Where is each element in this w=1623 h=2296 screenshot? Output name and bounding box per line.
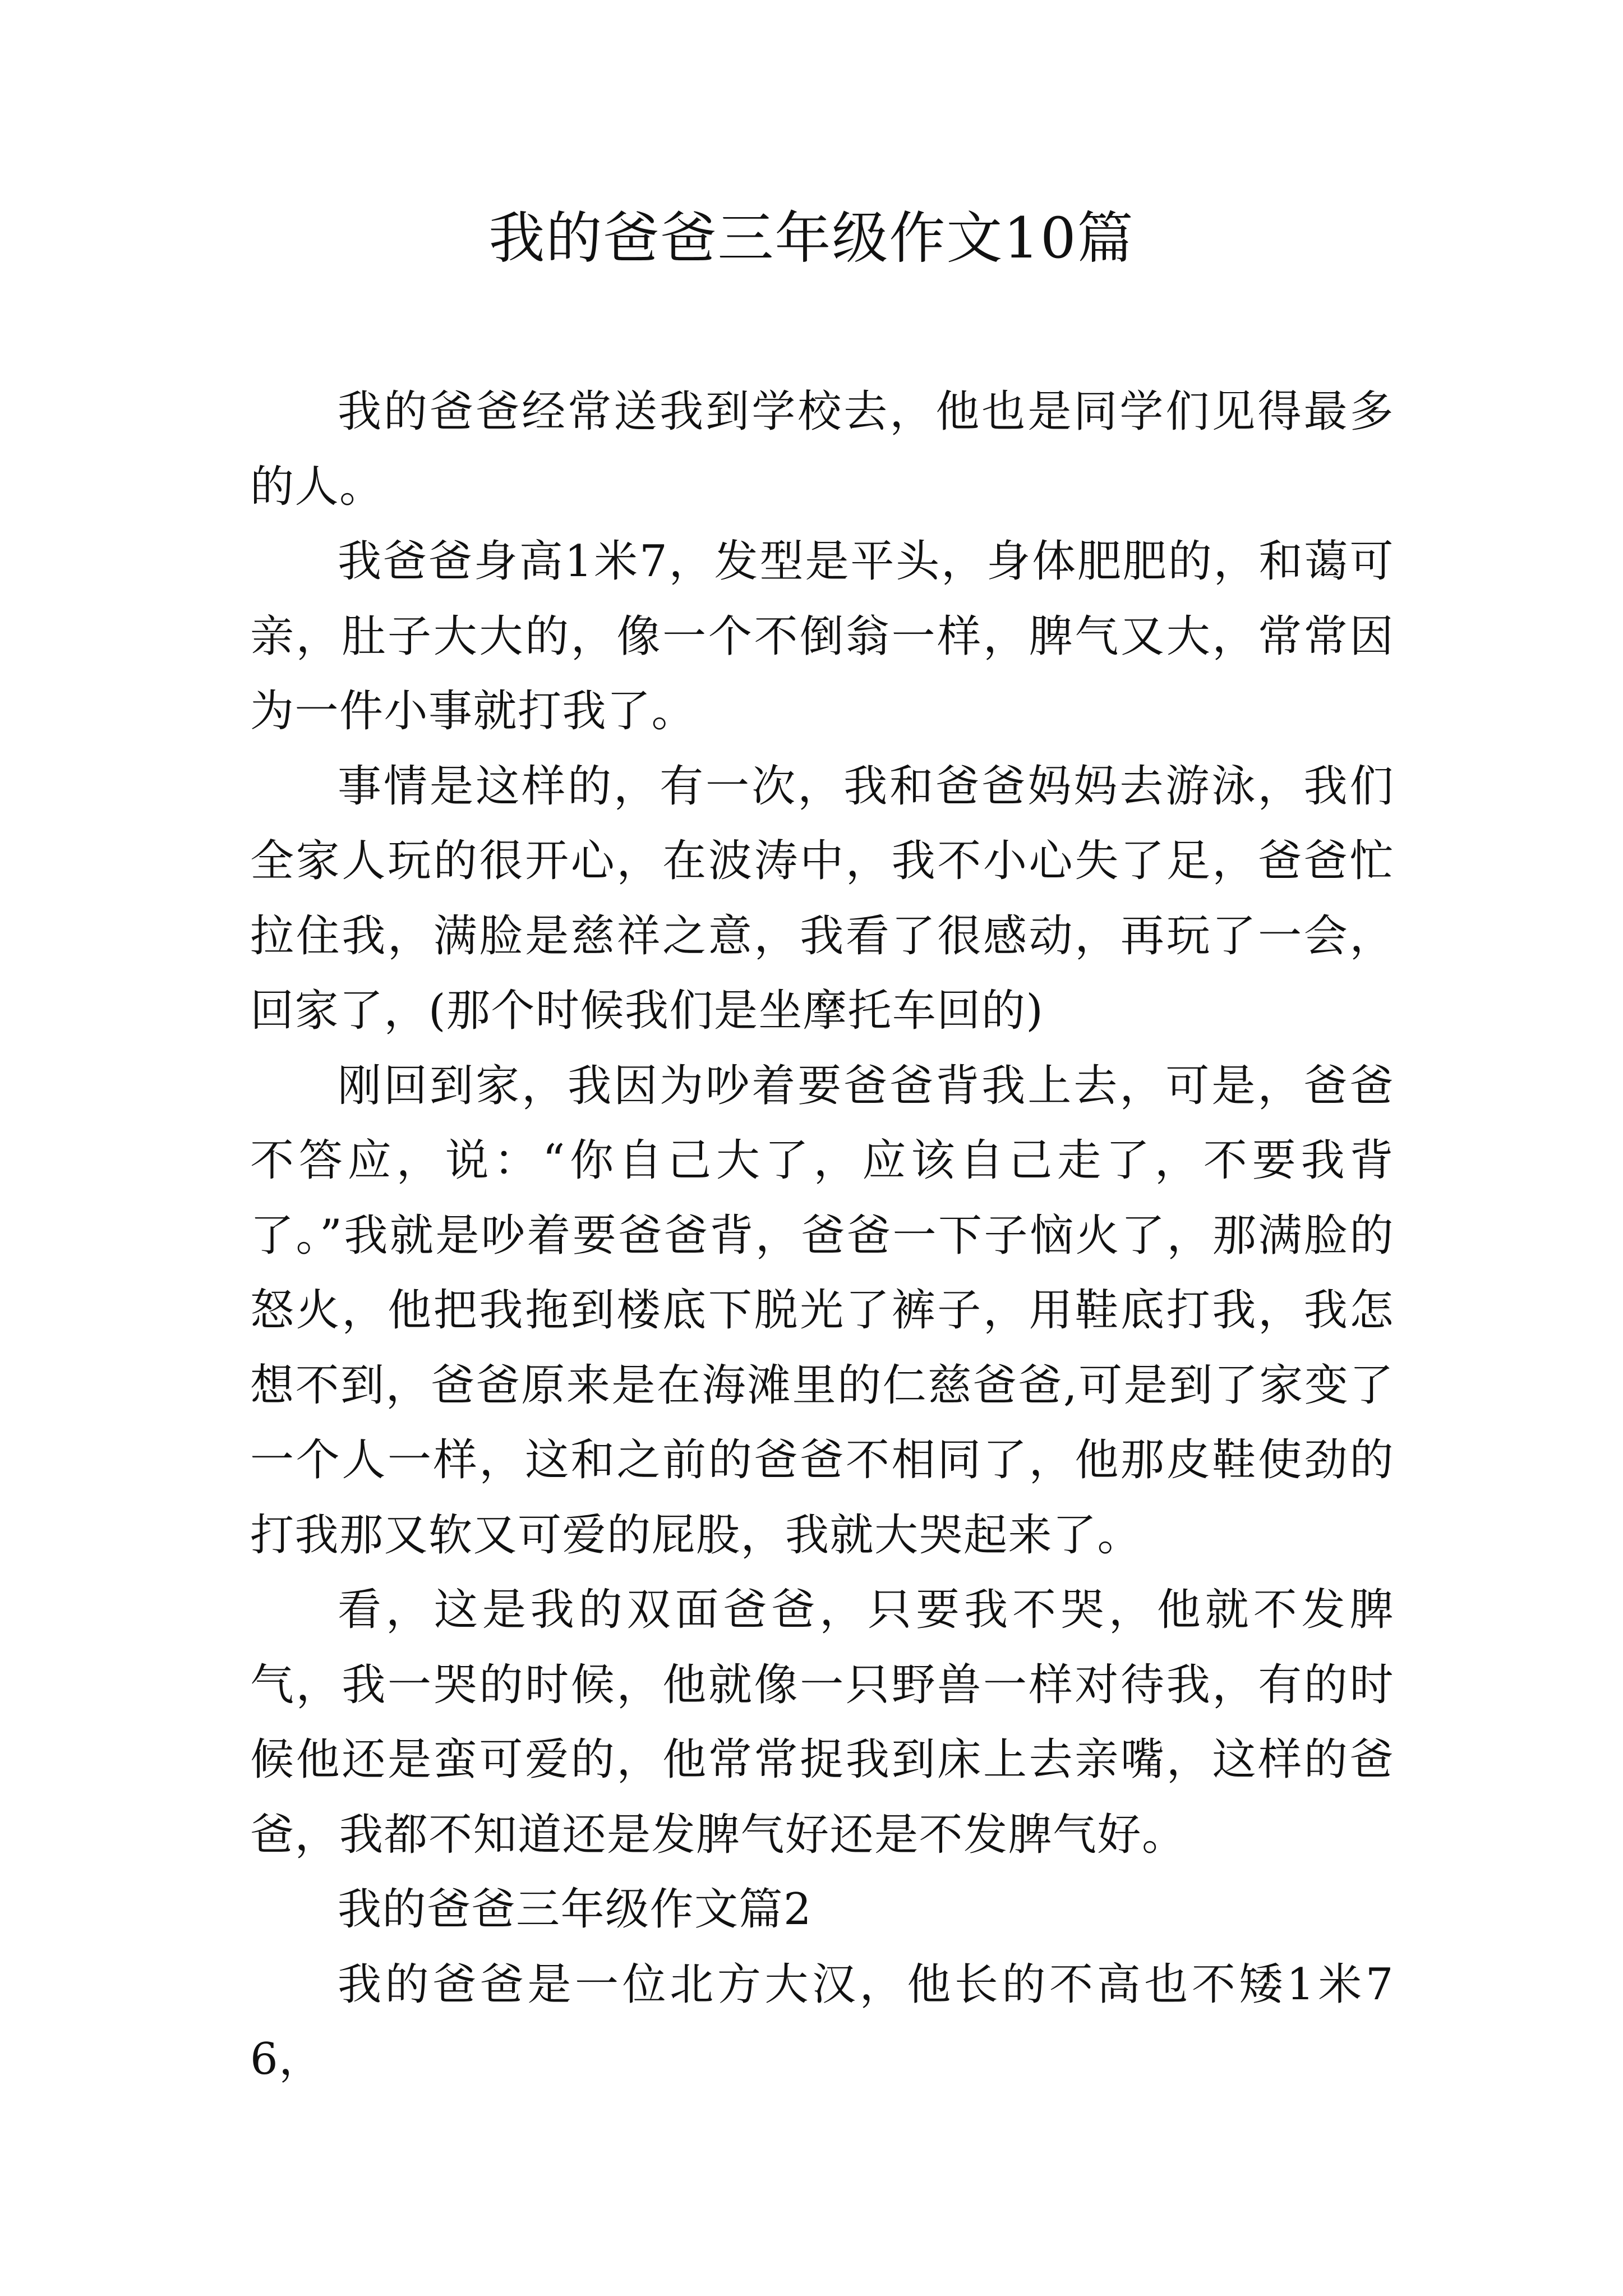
document-body: [250, 375, 1394, 2097]
paragraph-5: 看，这是我的双面爸爸，只要我不哭，他就不发脾气，我一哭的时候，他就像一只野兽一样对待我，有的时候他还是蛮可爱的，他常常捉我到床上去亲嘴，这样的爸爸，我都不知道还是发脾气好还是不发脾气好。: [250, 1585, 1394, 1860]
paragraph-2: 我爸爸身高1米7，发型是平头，身体肥肥的，和蔼可亲，肚子大大的，像一个不倒翁一样，脾气又大，常常因为一件小事就打我了。: [250, 536, 1394, 737]
section-heading-2: 我的爸爸三年级作文篇2: [338, 1884, 813, 1935]
paragraph-6: 我的爸爸是一位北方大汉，他长的不高也不矮1米76，: [250, 1959, 1394, 2085]
paragraph-1: 我的爸爸经常送我到学校去，他也是同学们见得最多的人。: [250, 386, 1394, 512]
paragraph-3: 事情是这样的，有一次，我和爸爸妈妈去游泳，我们全家人玩的很开心，在波涛中，我不小心失了足，爸爸忙拉住我，满脸是慈祥之意，我看了很感动，再玩了一会，回家了，(那个时候我们是坐摩托车回的): [250, 761, 1394, 1036]
document-title: 我的爸爸三年级作文10篇: [488, 205, 1135, 271]
paragraph-4: 刚回到家，我因为吵着要爸爸背我上去，可是，爸爸不答应，说：“你自己大了，应该自己走了，不要我背了。”我就是吵着要爸爸背，爸爸一下子恼火了，那满脸的怒火，他把我拖到楼底下脱光了裤子，用鞋底打我，我怎想不到，爸爸原来是在海滩里的仁慈爸爸,可是到了家变了一个人一样，这和之前的爸爸不相同了，他那皮鞋使劲的打我那又软又可爱的屁股，我就大哭起来了。: [250, 1060, 1394, 1561]
